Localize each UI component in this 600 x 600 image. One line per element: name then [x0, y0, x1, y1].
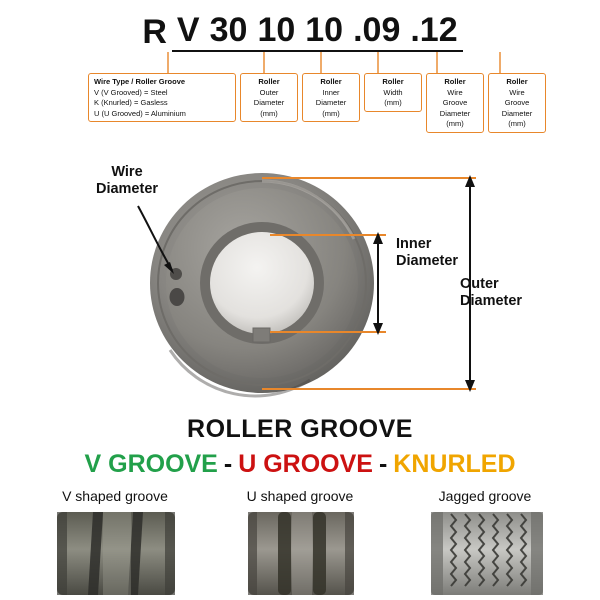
callout-line: (mm) [260, 108, 278, 118]
inner-dim-arrow-top [373, 232, 383, 244]
callout-wire-type [88, 73, 236, 122]
callout-line: Groove [504, 98, 530, 107]
groove-type-separator: - [223, 450, 233, 478]
callout-line: Diameter [315, 98, 347, 107]
callout-line: Inner [322, 87, 340, 97]
callout-title: Roller [506, 77, 528, 86]
groove-caption-u: U shaped groove [246, 488, 354, 504]
outer-dim-arrow-bottom [465, 380, 475, 392]
roller-groove-section [0, 415, 600, 595]
inner-dim-arrow-bottom [373, 323, 383, 335]
code-segment-groove-dia-2: .12 [405, 10, 462, 52]
callout-roller-inner-diameter [302, 73, 360, 122]
wire-groove-mark-2 [170, 288, 185, 306]
groove-caption-row [0, 488, 600, 504]
code-segment-outer-dia: 30 [205, 10, 253, 52]
groove-photo-v [33, 510, 198, 595]
groove-photo-knurled [403, 510, 568, 595]
callout-title: Roller [258, 77, 280, 86]
roller-groove-title: ROLLER GROOVE [187, 415, 413, 443]
callout-title: Wire Type / Roller Groove [94, 77, 186, 86]
callout-roller-width [364, 73, 422, 112]
callout-title: Roller [382, 77, 404, 86]
wire-diameter-label: Wire Diameter [95, 164, 159, 197]
code-segment-inner-dia: 10 [252, 10, 300, 52]
callout-line: (mm) [322, 108, 340, 118]
groove-type-knurled: KNURLED [393, 450, 516, 478]
groove-caption-knurled: Jagged groove [438, 488, 532, 504]
callout-roller-wire-groove-diameter-2 [488, 73, 546, 133]
callout-roller-outer-diameter [240, 73, 298, 122]
roller-body-graphic [150, 173, 374, 396]
part-code-row [0, 10, 600, 52]
callout-line: Outer [259, 87, 279, 97]
callout-line: Wire [447, 87, 463, 97]
roller-illustration [0, 150, 600, 410]
groove-type-list [0, 450, 600, 479]
callout-box-group [88, 73, 600, 145]
code-segment-groove-dia-1: .09 [348, 10, 405, 52]
callout-line: U (U Grooved) = Aluminium [94, 108, 186, 118]
groove-type-u: U GROOVE [238, 450, 373, 478]
callout-title: Roller [320, 77, 342, 86]
callout-title: Roller [444, 77, 466, 86]
code-segment-width: 10 [300, 10, 348, 52]
callout-line: Wire [509, 87, 525, 97]
outer-dim-arrow-top [465, 175, 475, 187]
groove-type-separator: - [378, 450, 388, 478]
outer-diameter-label: Outer Diameter [460, 276, 523, 309]
groove-type-v: V GROOVE [84, 450, 218, 478]
groove-photo-u [218, 510, 383, 595]
callout-roller-wire-groove-diameter-1 [426, 73, 484, 133]
callout-line: V (V Grooved) = Steel [94, 87, 168, 97]
callout-line: Diameter [253, 98, 285, 107]
callout-line: Diameter [501, 108, 533, 118]
code-segment-wire-type: V [172, 10, 205, 52]
callout-line: (mm) [446, 119, 464, 128]
groove-caption-v: V shaped groove [62, 488, 168, 504]
callout-line: Diameter [439, 108, 471, 118]
callout-line: (mm) [384, 98, 402, 107]
groove-image-row [0, 510, 600, 595]
callout-line: Width [383, 87, 403, 97]
callout-line: Groove [442, 98, 468, 107]
callout-line: (mm) [508, 119, 526, 128]
callout-line: K (Knurled) = Gasless [94, 98, 168, 107]
code-segment-prefix: R [142, 13, 167, 51]
inner-diameter-label: Inner Diameter [396, 236, 459, 269]
